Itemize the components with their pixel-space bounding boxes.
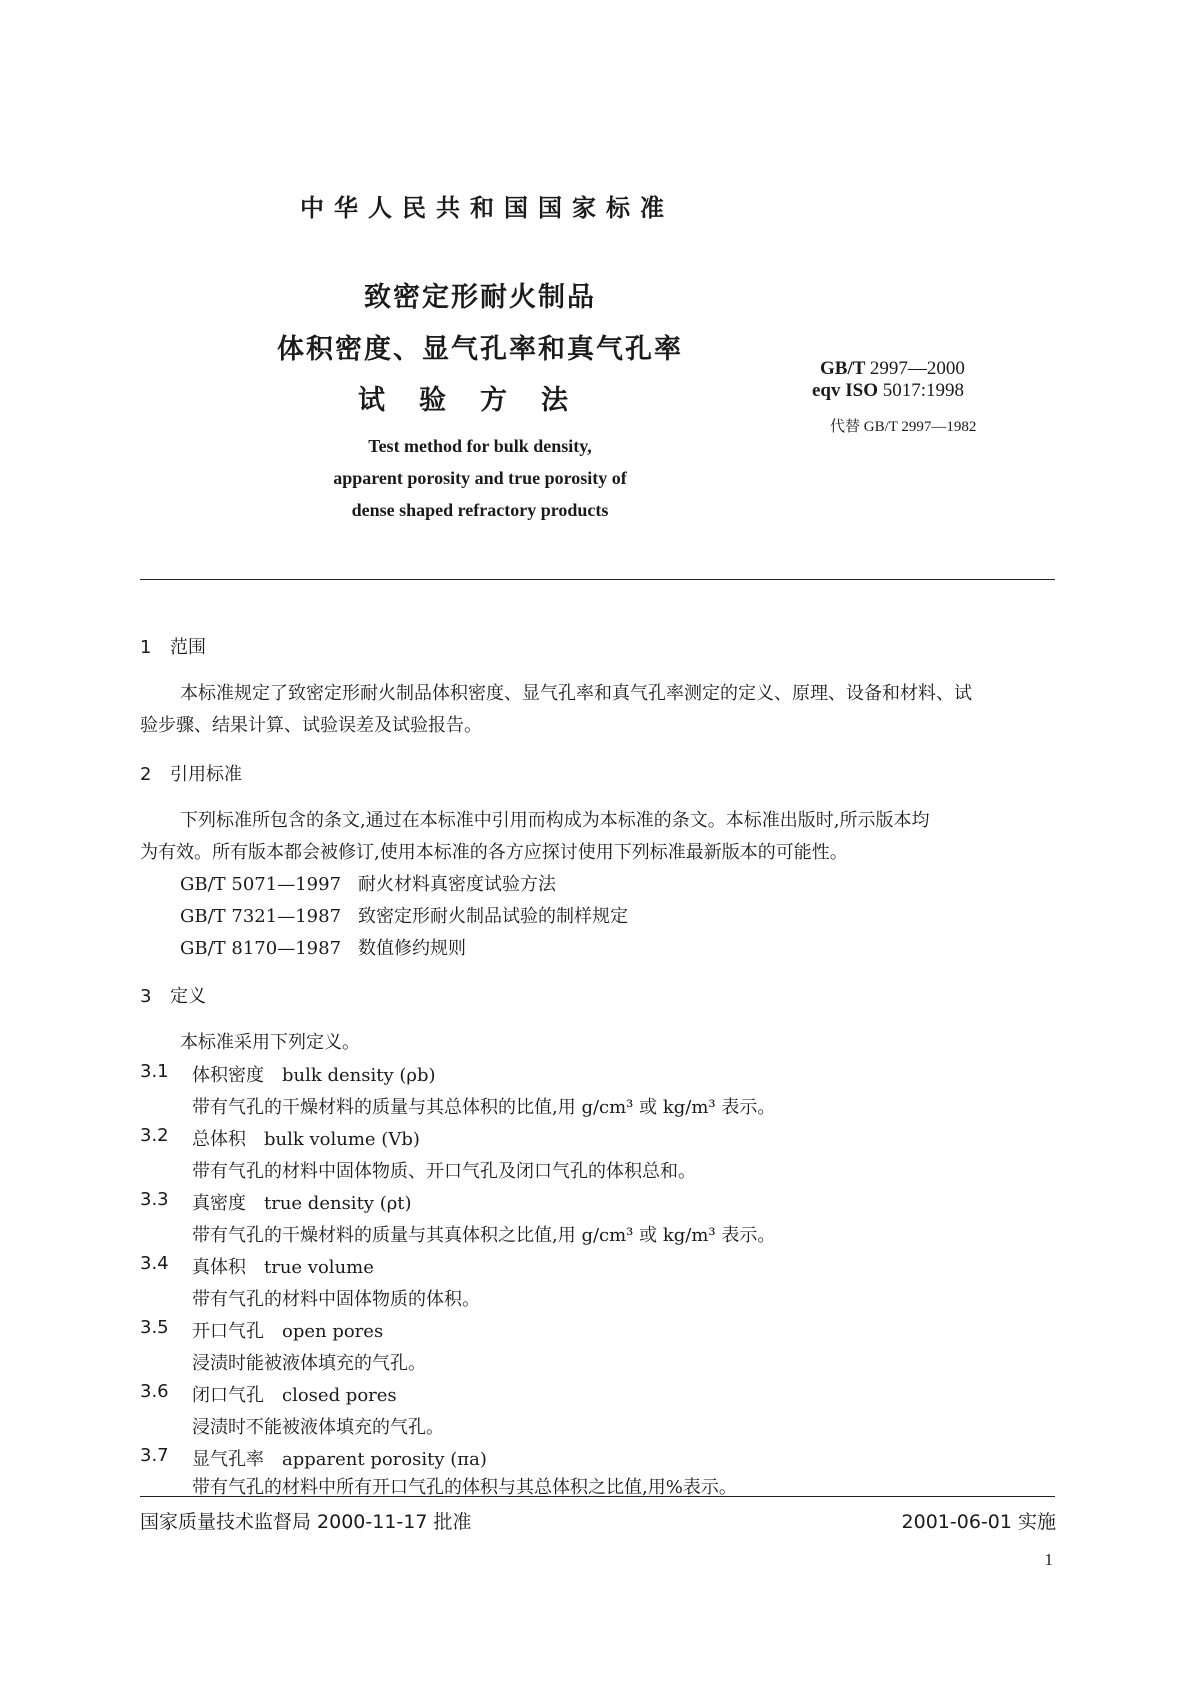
definition-description: 带有气孔的干燥材料的质量与其真体积之比值,用 g/cm³ 或 kg/m³ 表示。 (192, 1225, 776, 1246)
definition-term-en: apparent porosity (πa) (282, 1449, 487, 1470)
definition-description: 带有气孔的干燥材料的质量与其总体积的比值,用 g/cm³ 或 kg/m³ 表示。 (192, 1097, 776, 1118)
national-standard-title: 中华人民共和国国家标准 (300, 194, 674, 222)
section-1-title: 范围 (170, 637, 206, 658)
equivalent-number: 5017:1998 (882, 380, 965, 401)
definition-term-zh: 体积密度 (192, 1065, 264, 1086)
definition-term-zh: 总体积 (192, 1129, 246, 1150)
definition-description: 浸渍时能被液体填充的气孔。 (192, 1353, 426, 1374)
section-2-body-line-1: 下列标准所包含的条文,通过在本标准中引用而构成为本标准的条文。本标准出版时,所示版本均 (180, 810, 930, 831)
section-1-body-line-2: 验步骤、结果计算、试验误差及试验报告。 (140, 715, 482, 736)
definition-term (192, 1381, 397, 1407)
definition-term-en: closed pores (282, 1385, 397, 1406)
reference-item (180, 902, 628, 928)
definition-description: 带有气孔的材料中所有开口气孔的体积与其总体积之比值,用%表示。 (192, 1477, 737, 1498)
reference-title: 耐火材料真密度试验方法 (358, 874, 556, 895)
reference-title: 致密定形耐火制品试验的制样规定 (358, 906, 628, 927)
section-2-body-line-2: 为有效。所有版本都会被修订,使用本标准的各方应探讨使用下列标准最新版本的可能性。 (140, 842, 848, 863)
standard-code-number: 2997—2000 (869, 358, 965, 379)
english-title (280, 430, 680, 526)
definition-description: 带有气孔的材料中固体物质的体积。 (192, 1289, 480, 1310)
section-1-number: 1 (140, 637, 152, 658)
definition-term (192, 1317, 383, 1343)
definition-number: 3.6 (140, 1381, 169, 1402)
reference-code: GB/T 5071—1997 (180, 874, 342, 895)
section-1-body-line-1: 本标准规定了致密定形耐火制品体积密度、显气孔率和真气孔率测定的定义、原理、设备和材料、试 (180, 683, 972, 704)
definition-term (192, 1189, 412, 1215)
definition-number: 3.2 (140, 1125, 169, 1146)
document-title-line-2: 体积密度、显气孔率和真气孔率 (277, 334, 683, 365)
definition-term-en: bulk density (ρb) (282, 1065, 436, 1086)
definition-term (192, 1253, 374, 1279)
definition-term (192, 1125, 420, 1151)
english-title-line-2: apparent porosity and true porosity of (333, 468, 627, 488)
definition-term-zh: 真体积 (192, 1257, 246, 1278)
equivalent-prefix: eqv ISO (812, 380, 878, 401)
section-3-number: 3 (140, 986, 152, 1007)
standard-code (812, 358, 965, 380)
section-2-number: 2 (140, 764, 152, 785)
definition-term-en: bulk volume (Vb) (264, 1129, 420, 1150)
definition-description: 浸渍时不能被液体填充的气孔。 (192, 1417, 444, 1438)
definition-term-zh: 闭口气孔 (192, 1385, 264, 1406)
reference-title: 数值修约规则 (358, 938, 466, 959)
replaces-standard: 代替 GB/T 2997—1982 (830, 419, 977, 435)
equivalent-standard (812, 380, 965, 402)
section-3-heading (140, 982, 206, 1008)
standard-code-block (812, 358, 965, 402)
header-divider (140, 579, 1055, 580)
reference-code: GB/T 8170—1987 (180, 938, 342, 959)
footer-divider (140, 1496, 1055, 1497)
document-title-line-1: 致密定形耐火制品 (364, 282, 596, 313)
definition-number: 3.5 (140, 1317, 169, 1338)
english-title-line-1: Test method for bulk density, (368, 436, 592, 456)
definition-number: 3.3 (140, 1189, 169, 1210)
approval-info: 国家质量技术监督局 2000-11-17 批准 (140, 1511, 472, 1533)
definition-term (192, 1061, 436, 1087)
definition-term-en: true volume (264, 1257, 374, 1278)
implementation-date: 2001-06-01 实施 (901, 1511, 1056, 1533)
section-3-title: 定义 (170, 986, 206, 1007)
document-title-line-3: 试验方法 (358, 385, 602, 416)
section-2-heading (140, 760, 242, 786)
definition-term-zh: 显气孔率 (192, 1449, 264, 1470)
definition-number: 3.4 (140, 1253, 169, 1274)
standard-code-prefix: GB/T (820, 358, 866, 379)
definition-term-zh: 真密度 (192, 1193, 246, 1214)
definition-term-en: true density (ρt) (264, 1193, 412, 1214)
definition-number: 3.1 (140, 1061, 169, 1082)
definition-description: 带有气孔的材料中固体物质、开口气孔及闭口气孔的体积总和。 (192, 1161, 696, 1182)
page-number: 1 (1044, 1550, 1053, 1569)
definition-term-en: open pores (282, 1321, 384, 1342)
english-title-line-3: dense shaped refractory products (351, 500, 609, 520)
definition-term-zh: 开口气孔 (192, 1321, 264, 1342)
reference-item (180, 870, 556, 896)
section-3-intro: 本标准采用下列定义。 (180, 1032, 360, 1053)
section-1-heading (140, 633, 206, 659)
definition-number: 3.7 (140, 1445, 169, 1466)
section-2-title: 引用标准 (170, 764, 242, 785)
reference-code: GB/T 7321—1987 (180, 906, 342, 927)
definition-term (192, 1445, 487, 1471)
reference-item (180, 934, 466, 960)
